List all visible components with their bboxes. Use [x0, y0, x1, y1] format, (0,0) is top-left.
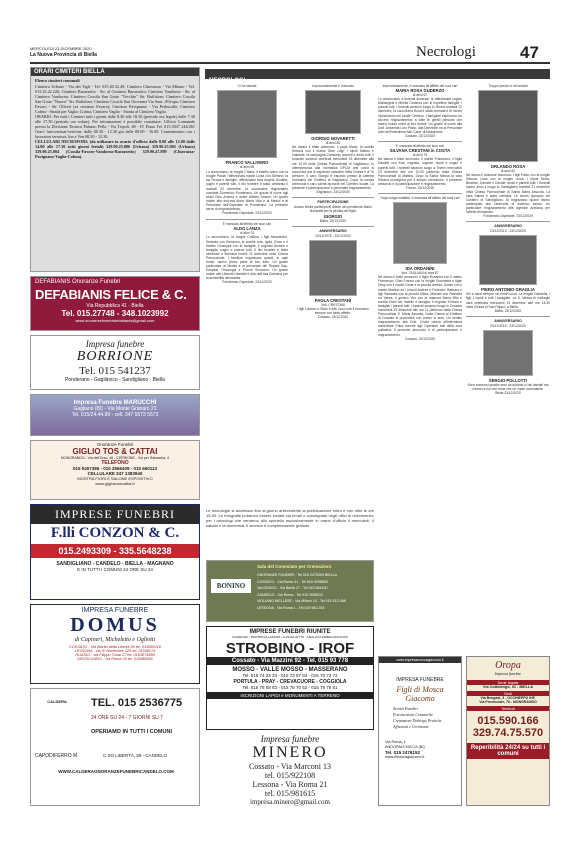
ad-mosca-web: www.impresamoscagiacomo.it	[379, 657, 461, 663]
c4-sign: Ponderano Ospedale, 23/12/2020	[483, 214, 533, 219]
orari-body: Cimitero Urbano - Via dei Tigli - Tel. 015.40.32.49; Cimitero Chiavazza - Via Milano - Tel. 015.25.22.226; Cimitero Barazzetto - Str. al Cimitero Barazzetto; Cimitero Vandorno - Str. al Cimitero Vandorno; Cimitero Cossila San Grato "Vecchio" Str. Buffalore; Cimitero Cossila San Grato "Nuovo" Str. Buffalore; Cimitero Cossila San Giovanni Via Sant. d'Oropa; Cimitero Favaro - Str. Oliveri (ex cimitero Favaro); Cimitero Pavignano - Via Pediacallo; Cimitero Colma - Strada per Vaglio Colma; Cimitero Vaglio - Strada al Cimitero Vaglio.	[35, 84, 195, 114]
ad-borrione	[30, 335, 200, 390]
ad-oropa-sub: Impresa funebre	[494, 671, 522, 676]
ad-caldera-tel: TEL. 015 2536775	[91, 697, 183, 709]
ad-caldera-name: CALDERA	[47, 699, 67, 704]
ad-strobino	[206, 626, 374, 730]
ad-borrione-name: BORRIONE	[76, 349, 154, 364]
c4-ann2-title: ANNIVERSARIO	[466, 316, 550, 324]
ad-bonino-list	[257, 572, 346, 611]
ad-minero	[206, 734, 374, 806]
c2-body: Ne danno il triste annuncio: il papà Mario; la sorella Simona con il marito Gian Luigi; i nipoti Matteo e Gabriele; la compagna Consuelo; parenti e amici tutti. Il funerale saranno celebrati mercoledì 23 dicembre alle ore 10.00 nella Chiesa Parrocchiale di Gagliànico. In ottemperanza alla normativa DPCM anti covid si comunica che le capienze massime della Chiesa è di 70 persone. Il caro Giorgio è esposto presso la camera mortuaria del Cimitero di Gagliànico. Dopo la messa cerimonia il caro salma riposerà nel Cimitero locale. La presente è partecipazione e personale ringraziamento.	[292, 145, 374, 191]
c1-body: Lo annunciano: la moglie Chiara; il fratello Ivano con la moglie Paola; l'affezionata nipote Luisa con Stefano; la zia Renza e famiglie; affezionatsi suoi Angela Giuditta, cugini e parenti tutti. Il rito funebre è stato celebrato il martedì 22 dicembre. Le successive ringraziamo comitate Domenico Ponderano. Un grazie di cuore agli amici Dino Andrea e dottor Alberto Anzoni. Un grazie inoltre alla dott.ssa Anna Maria Villa e al Medici e al Personale dell'Ospedale di Ponderano. La presente serve di ringraziamento.	[206, 170, 288, 212]
ad-strobino-l2: PORTULA - PRAY - CREVACUORE - COGGIOLA	[233, 679, 347, 685]
c2-name: GIORGIO NOVARETTI	[311, 136, 355, 142]
ad-borrione-places: Ponderano - Gagliànico - Sandigliano - Biella	[65, 377, 165, 383]
c4-photo-2	[479, 235, 537, 285]
ad-defabianis	[30, 276, 200, 331]
ad-minero-tel1: tel. 015/922108	[264, 771, 316, 780]
c2-sign: Gagliànico, 23/12/2020	[316, 190, 350, 195]
ad-caldera-web: WWW.CALDERAONORANZEFUNEBRICANDELO.COM	[58, 769, 174, 774]
ad-minero-addr: Cossato - Via Marconi 13	[248, 762, 332, 771]
ad-mosca	[378, 656, 462, 806]
ad-domus	[30, 604, 200, 684]
ad-conzon-places: SANDIGLIANO - CANDELO - BIELLA - MAGNANO	[56, 561, 174, 567]
ad-mosca-svc2: Fotoincisioni Ceramiche	[393, 712, 433, 717]
ad-conzon-tel: 015.2493309 - 335.5648238	[31, 544, 199, 558]
c4-ann2-dates: 23/12/2016 - 23/12/2020	[490, 323, 526, 328]
c3-sign: Cossato, 23/12/2020	[404, 134, 436, 139]
c2-part-title: PARTECIPAZIONE	[292, 197, 374, 205]
ad-mosca-svc3: Cremazioni Disbrigo Pratiche	[393, 718, 442, 723]
ad-mosca-svc4: Affissioni e Cerimonie	[393, 724, 429, 729]
ad-giglio	[30, 440, 200, 500]
ad-domus-sub: di Capineri, Micheletto e Ogliotti	[74, 637, 156, 643]
orari-cell: CELLULARI NECROFORI: (da utilizzare in orario d'ufficio dalle 8.00 alle 12.00 dalle 14.00 alle 17.30 tutti giorni feriali) 329.90.25.006 (Urbano) 329.90.25.002 (Urbano) 329.90.25.004 (Cossila-Favaro-Vandorno-Barazzetto) 329.90.47.899 (Chiavazza-Pavignano-Vaglio-Colma).	[35, 139, 195, 159]
orari-subtitle: Elenco cimiteri comunali	[35, 78, 80, 83]
ad-strobino-l1: Tel. 015 74 23 33 - 015 73 97 84 - 015 70 73 72	[242, 673, 338, 678]
ad-defabianis-addr: Via Repubblica 41 - Biella	[86, 303, 144, 309]
ad-mosca-city: ANDORNO MICCA (BI)	[385, 745, 425, 749]
c3-body-2: Ne danno il triste annuncio: il marito Francesco; il figlio Daniele con Eva; cognata, cognati, nipoti e cugini e parenti tutti. I funerali saranno luogo a Trivero mercoledì 23 dicembre alle ore 10.00 partendo dalla Chiesa Parrocchiale di Mattios. Dopo la Santa Messa la cara Silvana proseguirà per il tempio crematorio. Il presente annuncio è di partecipazione e ringraziamento.	[378, 157, 462, 186]
ad-conzon-name: F.lli CONZON & C.	[50, 525, 180, 541]
c1-intro-2: È mancato all'affetto dei suoi cari	[206, 219, 288, 226]
ad-strobino-top: IMPRESE FUNEBRI RIUNITE	[249, 629, 331, 635]
ad-oropa-a2: Via Bengasi, 3 - OCCHIEPPO INF.	[480, 696, 536, 700]
c2-intro: Improvvisamente è mancato	[312, 84, 354, 88]
c2-sign-3: Cossato, 23/12/2020	[317, 314, 349, 319]
ad-domus-l1: COSSATO - Via Martiri della Libertà 50 tel. 015980216	[69, 645, 161, 649]
c4-body: Ne danno il dolorose annuncio: i figli Fabio con la moglie Debora, Luca con la moglie Luisa; i nipoti Greta, Beatrice, Daniele e Davide; amici e parenti tutti. I funerali hanno avuo il luogo in Sandigliano martedì 21 dicembre nella Chiesa Parrocchiale di Santa Maria Assunta. La cara Salma è stata cremata. Le ceneri riposano nel Cimitero di Sandigliano. Si ringraziano quanti hanno partecipato alla cerimonia di estremo saluto. Un particolare ringraziamento alle agenzie Anfriana per l'affetto dimostrato.	[466, 173, 550, 215]
c4-age: di anni 81	[500, 169, 516, 174]
ad-defabianis-title: DEFABIANIS Onoranze Funebri	[35, 279, 121, 285]
ad-giglio-web: www.gigliotosecattai.it	[95, 481, 135, 486]
c1-sign: Ponderano Ospedale, 23/12/2020	[222, 211, 272, 216]
c2-age-3: Ved. CRESTANI	[321, 302, 345, 307]
c2-photo-2	[309, 240, 357, 296]
ad-caldera-addr: C.SO LIBERTÀ, 59 - CANDELO	[103, 753, 168, 758]
ad-conzon-note: E IN TUTTI I COMUNI 24 ORE SU 24	[77, 567, 153, 572]
c4-body-2: Sei e sarai sempre nei nostri cuori. La moglie Gabriella, i figli, i nipoti e tutti i famigliari. La S. Messa di suffragio sarà celebrata mercoledì 23 dicembre alle ore 18.30 nella Chiesa di San Filippo, a Biella.	[466, 292, 550, 309]
ad-domus-l3: ROASIO - via Filippo Turati 27 tel. 0163874588	[75, 653, 155, 657]
obituary-col-2	[292, 84, 374, 319]
ad-caldera-note: OPERIAMO IN TUTTI I COMUNI	[91, 729, 172, 735]
ad-strobino-sub: VALDENGO - BORTINOLI LAZZARI - CASTELLETTO - AMALIA FUNEBRI ASSOCIATI	[231, 635, 349, 639]
c4-photo	[478, 90, 538, 162]
ad-giglio-title: Onoranze Funebri	[96, 442, 134, 447]
ad-giglio-tel-label: TELEFONO	[101, 460, 129, 466]
c2-part-name: GIORGIO	[323, 213, 343, 219]
ad-marucchi	[30, 394, 200, 436]
ad-giglio-tel: 015 0407386 - 015 2566409 - 015 660113	[72, 466, 158, 471]
ad-defabianis-tel: Tel. 015.27748 - 348.1023992	[61, 309, 169, 318]
ad-bonino-r5: VIGLIANO BIELLESE - Via Milano 14 - Tel 015 512 488	[257, 599, 346, 603]
c4-sign-2: Biella, 23/12/2020	[494, 308, 522, 313]
ad-minero-title: Impresa funebre	[260, 734, 320, 744]
c4-sign-3: Biella 23/12/2020	[495, 391, 521, 396]
ad-bonino-logo: BONINO	[211, 579, 251, 593]
ad-oropa-tel1: 015.590.166	[477, 715, 539, 727]
ad-strobino-name: STROBINO - IROF	[225, 640, 355, 657]
ad-minero-name: MINERO	[252, 744, 328, 761]
ad-giglio-addr: MONGRANDO - Via dell'Orso, 46 - CERRIONE - Via per Salussola, 4	[61, 456, 169, 460]
ad-strobino-l4: ISCRIZIONI LAPIDI e MONUMENTI A TERRENO	[207, 692, 373, 699]
ad-defabianis-name: DEFABIANIS FELICE & C.	[35, 287, 187, 302]
c3-body-3: Ne danno il triste annuncio: il figlio Rosanna con il marito Francesco; Gian Franco con la moglie Simonetta e figlie Desy con il marito Omar e la piccola Amelia, Soheir con il marito Martino ed i piccoli Andrea e Federico; Barbara e figli Samanta con la piccola Kikira, Michael con Rossella ed Yanes; il genero Vito con la mamma Maria Rita e sorella Eravi nel; fratello e famiglia; il cognato Ernesto e famiglia; i parenti tutti. I funerali avranno luogo in Cossato mercoledì 23 dicembre alle ore 11 partendo dalla Chiesa Parrocchiale S. Maria Assunta. Dalla Chiesa al Cimitero di Cossato si procederà con corteo in auto. Un sentito ringraziamento alla Dott. Cinzia Lanza all'Infermiera domiciliare Erika nonché agli Operatori tutti della cura palliativa. Il presente annuncio è di partecipazione e ringraziamento.	[378, 275, 462, 337]
ad-oropa-tel2: 329.74.75.570	[472, 727, 544, 739]
ad-conzon-title: IMPRESE FUNEBRI	[31, 505, 199, 524]
c4-photo-3	[483, 330, 533, 376]
c1-age-2: di anni 70	[239, 231, 255, 236]
c3-photo	[393, 202, 447, 264]
ad-bonino-r3: VALDENGO - Via Biella 17 - Tel 015 881420	[257, 586, 328, 590]
c3-name-2: SILVANA CRESTANI in COSTA	[389, 148, 451, 154]
c4-body-3: Sono trascorsi quattro anni da quando ci hai lasciati ma intorno a noi non resta che un vuoto incolmabile.	[467, 382, 549, 391]
ad-domus-name: DOMUS	[70, 614, 160, 636]
c4-name: ORLANDO ROSA	[490, 164, 526, 170]
c2-ann-title: ANNIVERSARIO	[292, 226, 374, 234]
ad-mosca-web2: www.ifmoscagiacomo.it	[385, 755, 425, 759]
notice-text: Le necrologie si accettano fino al giorno antecedente la pubblicazione entro e non oltre le ore 15.30. Le fotografie potranno essere inviate via email o consegnate negli uffici di ricevimento; per i necrologi che verranno allo sportello esclusivamente in orario d'ufficio il mercoledì, il sabato e la domenica. Il servizio è completamente gratuito.	[206, 508, 374, 528]
ad-oropa-sedi: Sede legale	[467, 680, 549, 685]
ad-mosca-name: Figli di Mosca Giacomo	[396, 685, 444, 703]
ad-oropa-note: Reperibilità 24/24 su tutti i comuni	[467, 743, 549, 759]
c3-name: MARIA ROSA GUDERZO	[395, 88, 445, 94]
c1-body-2: Lo annunciano: la moglie Cristina, i figli Alessandro, Stefania con Ermanno; le sorelle Ada, Ignia, Enza e il fratello Giuseppe con le famiglie; il cognato Andrea e famiglia; cugini e parenti tutti. Il rito funebre è stato celebrato a Borriana lunedì 21 dicembre nella Chiesa Parrocchiale. I familiari ringraziano quanti, in ogni modo, hanno preso parte al loro lutto. Un grazie particolare ai Medici e al personale dei Reparti Day-Hospital, Oncologia e Pronto Soccorso. Un grazie inoltre alle Uberelli Uberfalli e alla dott.ssa Zubriena per la sensibilità dimostrata.	[206, 235, 288, 281]
ad-bonino-r1: ONORANZE FUNEBRI - Tel 015 2475300 BIELLA	[257, 573, 338, 577]
c3-body: Lo annunciano a funerali avvenuti: le affezionate cugine Mariangela e Mirella Guderzo con le rispettive famiglie; i parenti tutti. I funerali avranno luogo in Strona martedì 22 dicembre, la cara Maria Rosa è stata cremata e le ceneri riposeranno nel locale Cimitero. I famigliari esprimono un sincero ringraziamento a tutte le gentili persone che hanno voluto unirsi al loro dolore. Un grazie di cuore alla Dott. Antonella Loro Pianu, alla Direzione ed al Personale tutto dell'Internimia San Carlo' di Masserano.	[378, 97, 462, 134]
ad-marucchi-tel: Tel. 015/24.44.89 - cell. 347 5573 5573	[71, 412, 159, 418]
obituary-col-4	[466, 84, 550, 395]
ad-strobino-places: MOSSO - VALLE MOSSO - MASSERANO	[232, 667, 348, 673]
c4-name-3: SERGIO POLLOTTI	[488, 377, 528, 383]
ad-oropa-filiali: Sedi	[467, 691, 549, 696]
ad-bonino-header: Sala del Commiato per Cremazioni	[257, 564, 332, 569]
ad-minero-addr2: Lessona - Via Roma 21	[252, 780, 328, 789]
ad-giglio-cell: CELLULARE 347 1383940	[87, 471, 143, 476]
ad-conzon	[30, 504, 200, 600]
c2-part-body: Ascom Biella partecipa al dolore del presidente Mario Novaretti per la perdita del figlio	[294, 205, 372, 214]
ad-bonino-r6: LESSONA - Via Roma 1 - Tel 015 981 203	[257, 605, 325, 610]
ad-mosca-addr: Via Roma, 1	[385, 740, 406, 744]
c3-intro: Improvvisamente, è mancato all'affetto dei suoi cari	[382, 84, 458, 88]
c2-ann-dates: 23/12/1975 - 23/12/2020	[315, 233, 351, 238]
ad-strobino-addr: Cossato - Via Mazzini 92 - Tel. 015 93 778	[207, 657, 373, 665]
c3-age: di anni 67	[412, 93, 428, 98]
ad-minero-tel2: tel. 015/981615	[264, 789, 316, 798]
ad-caldera-open: 24 ORE SU 24 - 7 GIORNI SU 7	[91, 715, 163, 721]
ad-domus-l2: LESSONA - via IV Novembre 129 tel. 01598274	[74, 649, 156, 653]
c1-name: FRANCO VALLIVERO	[225, 160, 269, 166]
obituary-col-3	[378, 84, 462, 341]
ad-marucchi-line: Gagliano (BI) - Via Monte Granaro 21	[73, 406, 157, 412]
header-rule	[30, 62, 550, 64]
c3-age-3: Ved. TAGLIANI di anni 87	[401, 271, 439, 276]
ad-giglio-extra: MOSTRA FIORI E SALONE ESPOSITIVO	[77, 476, 153, 481]
necrologi-banner-label: NECROLOGI	[209, 78, 246, 84]
c3-sign-3: Cossato, 23/12/2020	[404, 336, 436, 341]
ad-bonino-r2: COSSATO - Via Roma 41 - Tel 015 9298800	[257, 579, 328, 584]
ad-caldera-city: CAPODIFERRO M.	[35, 753, 79, 759]
ad-oropa-a1: Via Cottolengo, 51 - BIELLA	[482, 685, 534, 689]
c4-name-2: PIERO ANTONIO GRAGLIA	[481, 287, 535, 293]
c2-age: di anni 80	[325, 141, 341, 146]
ad-marucchi-title: Impresa Funebre MARUCCHI	[73, 400, 157, 406]
necrologi-banner	[205, 69, 550, 84]
ad-mosca-svc1: Servizi Funebri	[393, 706, 418, 711]
c2-body-3: I figli Luciano e Silvio e tutti i suoi cari il ricordano sempre con tanto affetto.	[297, 306, 369, 315]
c1-name-2: ALDO LANZA	[233, 226, 261, 232]
ad-oropa-a3: Via Provinciale, 76 - MONGRANDO	[479, 700, 537, 704]
c1-age: di anni 66	[239, 165, 255, 170]
c2-part-sign: Biella, 23/12/2020	[319, 218, 347, 223]
c1-intro: Ci ha lasciati	[237, 84, 257, 88]
ad-mosca-title: IMPRESA FUNEBRE	[396, 677, 444, 683]
ad-defabianis-web: www.onoranzefunebridefabianis@gmail.com	[75, 318, 155, 323]
orari-title: ORARI CIMITERI BIELLA	[31, 68, 199, 76]
orari-box	[30, 67, 200, 272]
c3-intro-3: Dopo lunga malattia, è mancata all'affetto dei suoi cari	[378, 193, 462, 200]
ad-domus-l4: DRUSCONDO - via Roma 26 tel. 015985950	[77, 657, 153, 661]
c4-ann-dates: 23/12/2019 - 23/12/2020	[490, 229, 526, 234]
ad-oropa	[466, 656, 550, 806]
c1-sign-2: Ponderano Ospedale, 23/12/2020	[222, 280, 272, 285]
obituary-col-1	[206, 84, 288, 285]
page-number: 47	[520, 43, 539, 62]
ad-bonino	[206, 560, 374, 622]
c2-name-3: PAOLA CRESTANI	[314, 297, 352, 303]
c2-photo	[305, 90, 361, 134]
ad-caldera	[30, 688, 200, 806]
newspaper-name: La Nuova Provincia di Biella	[30, 52, 97, 58]
ad-strobino-l3: Tel. 015 78 08 63 - 015 78 70 52 - 015 78 78 81	[242, 685, 338, 690]
ad-oropa-title: Oropa	[495, 660, 521, 671]
ad-mosca-tel: Tel. 015 2476152	[385, 750, 420, 755]
ad-oropa-tel-label: Telefoni	[467, 706, 549, 711]
ad-bonino-r4: CANDELO - Via Roma - Tel 015 2538312	[257, 592, 323, 597]
c4-intro: Troppo presto ci ha lasciati	[488, 84, 528, 88]
ad-borrione-title: Impresa funebre	[85, 339, 145, 349]
header-date: MERCOLEDÌ 23 DICEMBRE 2020	[30, 46, 92, 51]
orari-hours: ORARIO: Per tutti i Cimiteri tutti i giorni dalle 8.30 alle 18.30 (periodo ora legale) dalle 7.30 alle 17.30 (periodo ora solare). Per informazioni è possibile contattare: Ufficio Comunale presso la Divisione Tecnica Palazzo Pella - Via Tripoli, 48 - IV Piano Tel. 015.3507 244/261 Orari: lun/ven/mar/ven/ven: dalle 08.30 - 12.30 gio dalle 08.00 - 16.00. Contenimento con i lavoratori terrotori: lun e Ven 08.30 - 12.30.	[35, 114, 195, 139]
ad-minero-email: impresa.minero@gmail.com	[250, 798, 330, 806]
c3-age-2: di anni 79	[412, 153, 428, 158]
c4-ann-title: ANNIVERSARIO	[466, 221, 550, 229]
ad-giglio-name: GIGLIO TOS & CATTAI	[72, 447, 158, 456]
c1-photo	[217, 90, 277, 158]
ad-borrione-tel: Tel. 015 541237	[79, 365, 151, 377]
c3-intro-2: È mancata all'affetto dei suoi cari	[378, 141, 462, 148]
c3-name-3: IDA ORDANINI	[405, 266, 435, 272]
section-title: Necrologi	[416, 44, 476, 60]
c3-sign-2: Trivero, 23/12/2020	[405, 185, 435, 190]
ad-domus-title: IMPRESA FUNEBRE	[81, 607, 149, 614]
